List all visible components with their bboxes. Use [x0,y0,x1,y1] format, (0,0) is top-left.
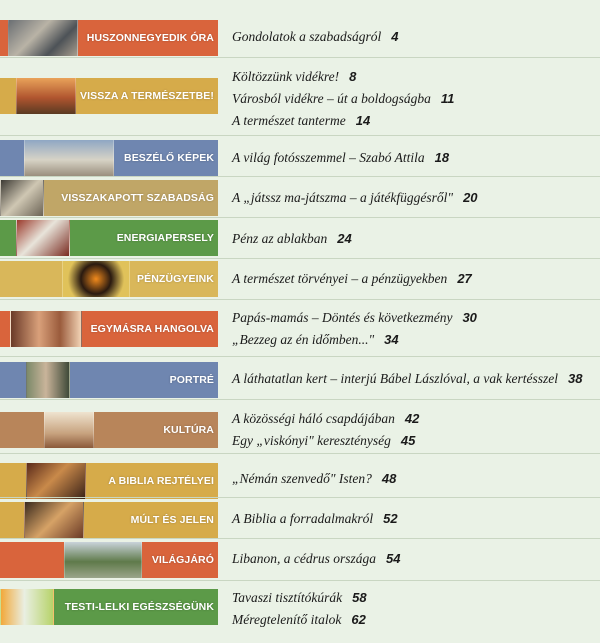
section-label: VISSZAKAPOTT SZABADSÁG [61,192,214,204]
section-divider [0,580,600,581]
section-label: BESZÉLŐ KÉPEK [124,152,214,164]
section-divider [0,453,600,454]
section-band[interactable] [0,140,218,176]
section-label: VILÁGJÁRÓ [151,554,214,566]
beach-photo [24,140,114,176]
section-label: A BIBLIA REJTÉLYEI [108,475,214,487]
section-band[interactable] [0,78,218,114]
cedar-tree-photo [64,542,142,578]
article-title: Egy „viskónyi" kereszténység [232,433,391,448]
section-entries [232,587,367,631]
page-number: 62 [351,612,366,627]
page-number: 4 [391,29,399,44]
article-entry[interactable] [232,587,367,609]
article-title: Libanon, a cédrus országa [232,551,377,566]
article-entry[interactable] [232,468,396,490]
farmhouse-photo [16,78,76,114]
page-number: 52 [383,511,398,526]
article-entry[interactable] [232,609,367,631]
painting-photo [26,463,86,499]
section-divider [0,57,600,58]
article-entry[interactable] [232,88,454,110]
section-label: PORTRÉ [169,374,214,386]
article-title: A láthatatlan kert – interjú Bábel Lászlóval, a vak kertésszel [232,371,558,386]
section-entries [232,508,398,530]
section-divider [0,538,600,539]
page-number: 11 [440,91,455,106]
article-title: A Biblia a forradalmakról [232,511,374,526]
couple-photo [10,311,82,347]
section-entries [232,147,449,169]
section-divider [0,399,600,400]
section-label: PÉNZÜGYEINK [137,273,214,285]
article-entry[interactable] [232,329,477,351]
article-entry[interactable] [232,26,399,48]
section-entries [232,26,399,48]
page-number: 30 [462,310,477,325]
page-number: 34 [384,332,399,347]
article-title: „Bezzeg az én időmben..." [232,332,375,347]
window-photo [16,220,70,256]
section-entries [232,548,400,570]
section-band[interactable] [0,311,218,347]
section-divider [0,497,600,498]
section-band[interactable] [0,362,218,398]
article-entry[interactable] [232,548,400,570]
article-entry[interactable] [232,268,472,290]
article-title: Városból vidékre – út a boldogságba [232,91,431,106]
article-entry[interactable] [232,430,419,452]
page-number: 45 [400,433,416,448]
article-title: A közösségi háló csapdájában [232,411,395,426]
page-number: 27 [457,271,472,286]
article-entry[interactable] [232,147,449,169]
article-title: Költözzünk vidékre! [232,69,340,84]
article-title: Tavaszi tisztítókúrák [232,590,343,605]
portrait-photo [26,362,70,398]
article-entry[interactable] [232,66,454,88]
page-number: 20 [463,190,478,205]
section-entries [232,187,478,209]
section-band[interactable] [0,20,218,56]
section-label: MÚLT ÉS JELEN [130,514,214,526]
article-title: A „játssz ma-játszma – a játékfüggésről" [232,190,454,205]
article-entry[interactable] [232,307,477,329]
page-number: 18 [434,150,450,165]
section-divider [0,356,600,357]
section-entries [232,408,419,452]
section-entries [232,268,472,290]
article-title: A világ fotósszemmel – Szabó Attila [232,150,425,165]
article-entry[interactable] [232,508,398,530]
section-band[interactable] [0,542,218,578]
section-divider [0,135,600,136]
hands-photo [44,412,94,448]
article-title: Gondolatok a szabadságról [232,29,382,44]
article-title: Papás-mamás – Döntés és következmény [232,310,453,325]
butterfly-photo [62,261,130,297]
page-number: 58 [352,590,367,605]
page-number: 38 [567,371,583,386]
article-entry[interactable] [232,408,419,430]
article-entry[interactable] [232,228,352,250]
section-band[interactable] [0,261,218,297]
thinking-man-photo [0,180,44,216]
section-entries [232,368,582,390]
page-number: 42 [404,411,420,426]
page-number: 24 [337,231,352,246]
juice-glasses-photo [0,589,54,625]
section-label: HUSZONNEGYEDIK ÓRA [86,32,214,44]
crowd-photo [8,20,78,56]
article-title: „Némán szenvedő" Isten? [232,471,372,486]
section-label: TESTI-LELKI EGÉSZSÉGÜNK [64,601,214,613]
section-label: ENERGIAPERSELY [116,232,214,244]
section-divider [0,258,600,259]
article-entry[interactable] [232,110,454,132]
section-divider [0,176,600,177]
section-band[interactable] [0,589,218,625]
page-number: 48 [381,471,397,486]
section-entries [232,228,352,250]
section-label: VISSZA A TERMÉSZETBE! [80,90,214,102]
page-number: 8 [349,69,357,84]
article-entry[interactable] [232,187,478,209]
article-title: A természet tanterme [232,113,346,128]
article-title: A természet törvényei – a pénzügyekben [232,271,448,286]
page-number: 54 [386,551,401,566]
article-entry[interactable] [232,368,582,390]
page-number: 14 [355,113,371,128]
section-label: KULTÚRA [163,424,214,436]
article-title: Méregtelenítő italok [232,612,342,627]
section-divider [0,217,600,218]
section-divider [0,299,600,300]
section-band[interactable] [0,463,218,499]
section-entries [232,468,396,490]
section-band[interactable] [0,180,218,216]
article-title: Pénz az ablakban [232,231,328,246]
section-label: EGYMÁSRA HANGOLVA [90,323,214,335]
section-band[interactable] [0,412,218,448]
section-entries [232,307,477,351]
section-band[interactable] [0,502,218,538]
section-band[interactable] [0,220,218,256]
section-entries [232,66,454,132]
crowd-painting-photo [24,502,84,538]
